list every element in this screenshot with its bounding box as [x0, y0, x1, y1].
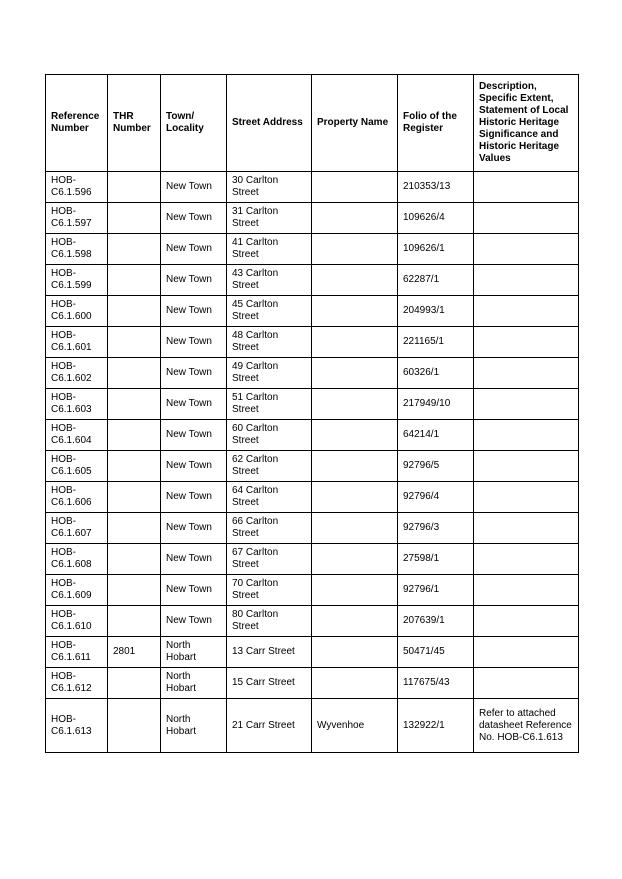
thr-number-cell	[108, 544, 161, 575]
reference-number-cell: HOB-C6.1.606	[46, 482, 108, 513]
description-cell	[474, 637, 579, 668]
property-name-cell	[312, 172, 398, 203]
street-address-cell: 49 Carlton Street	[227, 358, 312, 389]
property-name-cell	[312, 358, 398, 389]
property-name-cell	[312, 203, 398, 234]
property-name-cell	[312, 513, 398, 544]
town-cell: New Town	[161, 327, 227, 358]
table-row	[46, 482, 579, 513]
thr-number-cell	[108, 389, 161, 420]
folio-cell: 109626/1	[398, 234, 474, 265]
town-cell: New Town	[161, 358, 227, 389]
description-cell	[474, 544, 579, 575]
reference-number-cell: HOB-C6.1.600	[46, 296, 108, 327]
property-name-cell	[312, 389, 398, 420]
street-address-cell: 48 Carlton Street	[227, 327, 312, 358]
thr-number-cell	[108, 513, 161, 544]
thr-number-cell	[108, 575, 161, 606]
header-row	[46, 75, 579, 172]
thr-number-cell: 2801	[108, 637, 161, 668]
table-row	[46, 637, 579, 668]
table-header	[46, 75, 579, 172]
reference-number-cell: HOB-C6.1.612	[46, 668, 108, 699]
reference-number-cell: HOB-C6.1.611	[46, 637, 108, 668]
street-address-cell: 51 Carlton Street	[227, 389, 312, 420]
town-cell: New Town	[161, 451, 227, 482]
table-row	[46, 389, 579, 420]
reference-number-cell: HOB-C6.1.605	[46, 451, 108, 482]
street-address-cell: 31 Carlton Street	[227, 203, 312, 234]
street-address-cell: 43 Carlton Street	[227, 265, 312, 296]
property-name-cell	[312, 327, 398, 358]
description-cell	[474, 420, 579, 451]
street-address-cell: 30 Carlton Street	[227, 172, 312, 203]
folio-cell: 217949/10	[398, 389, 474, 420]
table-row	[46, 234, 579, 265]
table-row	[46, 172, 579, 203]
description-cell	[474, 482, 579, 513]
thr-number-cell	[108, 668, 161, 699]
description-cell	[474, 513, 579, 544]
description-cell	[474, 575, 579, 606]
thr-number-cell	[108, 172, 161, 203]
property-name-cell	[312, 544, 398, 575]
street-address-cell: 41 Carlton Street	[227, 234, 312, 265]
town-cell: New Town	[161, 544, 227, 575]
thr-number-cell	[108, 327, 161, 358]
header-description: Description, Specific Extent, Statement of Local Historic Heritage Significance and Historic Heritage Values	[474, 75, 579, 172]
reference-number-cell: HOB-C6.1.609	[46, 575, 108, 606]
folio-cell: 62287/1	[398, 265, 474, 296]
heritage-register-table	[45, 74, 579, 753]
reference-number-cell: HOB-C6.1.601	[46, 327, 108, 358]
header-street-address: Street Address	[227, 75, 312, 172]
folio-cell: 92796/5	[398, 451, 474, 482]
folio-cell: 109626/4	[398, 203, 474, 234]
property-name-cell	[312, 296, 398, 327]
description-cell	[474, 203, 579, 234]
thr-number-cell	[108, 699, 161, 753]
folio-cell: 210353/13	[398, 172, 474, 203]
table-row	[46, 544, 579, 575]
street-address-cell: 66 Carlton Street	[227, 513, 312, 544]
town-cell: North Hobart	[161, 637, 227, 668]
table-row	[46, 606, 579, 637]
street-address-cell: 60 Carlton Street	[227, 420, 312, 451]
thr-number-cell	[108, 234, 161, 265]
street-address-cell: 67 Carlton Street	[227, 544, 312, 575]
street-address-cell: 64 Carlton Street	[227, 482, 312, 513]
header-thr-number: THR Number	[108, 75, 161, 172]
description-cell	[474, 358, 579, 389]
reference-number-cell: HOB-C6.1.596	[46, 172, 108, 203]
thr-number-cell	[108, 203, 161, 234]
description-cell: Refer to attached datasheet Reference No. HOB-C6.1.613	[474, 699, 579, 753]
thr-number-cell	[108, 358, 161, 389]
folio-cell: 207639/1	[398, 606, 474, 637]
street-address-cell: 45 Carlton Street	[227, 296, 312, 327]
street-address-cell: 21 Carr Street	[227, 699, 312, 753]
header-reference-number: Reference Number	[46, 75, 108, 172]
reference-number-cell: HOB-C6.1.599	[46, 265, 108, 296]
thr-number-cell	[108, 296, 161, 327]
folio-cell: 221165/1	[398, 327, 474, 358]
description-cell	[474, 606, 579, 637]
description-cell	[474, 172, 579, 203]
property-name-cell	[312, 575, 398, 606]
table-row	[46, 203, 579, 234]
town-cell: New Town	[161, 296, 227, 327]
folio-cell: 132922/1	[398, 699, 474, 753]
street-address-cell: 62 Carlton Street	[227, 451, 312, 482]
reference-number-cell: HOB-C6.1.608	[46, 544, 108, 575]
description-cell	[474, 327, 579, 358]
table-row	[46, 575, 579, 606]
reference-number-cell: HOB-C6.1.613	[46, 699, 108, 753]
table-row	[46, 451, 579, 482]
folio-cell: 64214/1	[398, 420, 474, 451]
reference-number-cell: HOB-C6.1.602	[46, 358, 108, 389]
town-cell: New Town	[161, 482, 227, 513]
table-row	[46, 699, 579, 753]
thr-number-cell	[108, 451, 161, 482]
folio-cell: 92796/1	[398, 575, 474, 606]
property-name-cell	[312, 637, 398, 668]
folio-cell: 204993/1	[398, 296, 474, 327]
thr-number-cell	[108, 420, 161, 451]
folio-cell: 60326/1	[398, 358, 474, 389]
street-address-cell: 70 Carlton Street	[227, 575, 312, 606]
table-row	[46, 327, 579, 358]
table-row	[46, 513, 579, 544]
folio-cell: 92796/4	[398, 482, 474, 513]
reference-number-cell: HOB-C6.1.598	[46, 234, 108, 265]
town-cell: New Town	[161, 606, 227, 637]
town-cell: North Hobart	[161, 668, 227, 699]
table-row	[46, 265, 579, 296]
town-cell: New Town	[161, 234, 227, 265]
table-body	[46, 172, 579, 753]
reference-number-cell: HOB-C6.1.604	[46, 420, 108, 451]
property-name-cell: Wyvenhoe	[312, 699, 398, 753]
thr-number-cell	[108, 482, 161, 513]
town-cell: New Town	[161, 513, 227, 544]
town-cell: North Hobart	[161, 699, 227, 753]
property-name-cell	[312, 482, 398, 513]
header-folio: Folio of the Register	[398, 75, 474, 172]
description-cell	[474, 389, 579, 420]
thr-number-cell	[108, 265, 161, 296]
table-row	[46, 296, 579, 327]
thr-number-cell	[108, 606, 161, 637]
town-cell: New Town	[161, 575, 227, 606]
reference-number-cell: HOB-C6.1.610	[46, 606, 108, 637]
description-cell	[474, 668, 579, 699]
header-property-name: Property Name	[312, 75, 398, 172]
town-cell: New Town	[161, 172, 227, 203]
description-cell	[474, 451, 579, 482]
property-name-cell	[312, 265, 398, 296]
reference-number-cell: HOB-C6.1.607	[46, 513, 108, 544]
table-row	[46, 668, 579, 699]
description-cell	[474, 265, 579, 296]
street-address-cell: 13 Carr Street	[227, 637, 312, 668]
description-cell	[474, 296, 579, 327]
table-row	[46, 420, 579, 451]
town-cell: New Town	[161, 420, 227, 451]
description-cell	[474, 234, 579, 265]
property-name-cell	[312, 606, 398, 637]
property-name-cell	[312, 668, 398, 699]
property-name-cell	[312, 234, 398, 265]
table-row	[46, 358, 579, 389]
town-cell: New Town	[161, 265, 227, 296]
folio-cell: 27598/1	[398, 544, 474, 575]
reference-number-cell: HOB-C6.1.597	[46, 203, 108, 234]
folio-cell: 50471/45	[398, 637, 474, 668]
header-town-locality: Town/ Locality	[161, 75, 227, 172]
town-cell: New Town	[161, 203, 227, 234]
folio-cell: 117675/43	[398, 668, 474, 699]
folio-cell: 92796/3	[398, 513, 474, 544]
reference-number-cell: HOB-C6.1.603	[46, 389, 108, 420]
property-name-cell	[312, 420, 398, 451]
town-cell: New Town	[161, 389, 227, 420]
street-address-cell: 80 Carlton Street	[227, 606, 312, 637]
street-address-cell: 15 Carr Street	[227, 668, 312, 699]
property-name-cell	[312, 451, 398, 482]
